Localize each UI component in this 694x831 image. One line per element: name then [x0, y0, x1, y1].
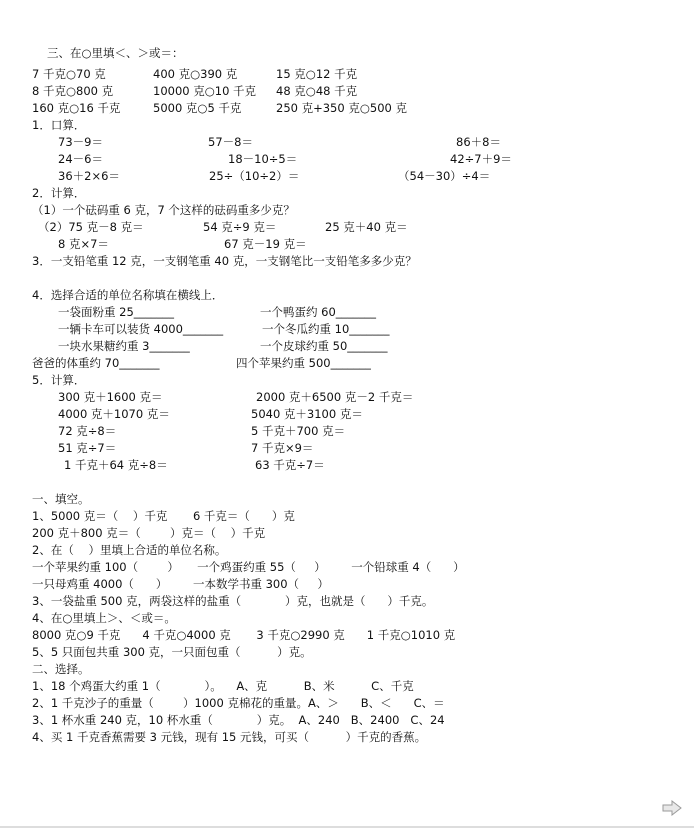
calc-item: 54 克÷9 克＝ — [203, 220, 277, 234]
calc-question: （1）一个砝码重 6 克，7 个这样的砝码重多少克？ — [32, 203, 295, 217]
oral-item: 18－10÷5＝ — [228, 152, 298, 166]
units-item: 四个苹果约重 500_______ — [236, 356, 371, 370]
units-title: 4．选择合适的单位名称填在横线上． — [32, 288, 224, 302]
units-item: 一袋面粉重 25_______ — [58, 305, 175, 319]
oral-item: 25÷（10÷2）＝ — [209, 169, 300, 183]
compute-title: 5．计算． — [32, 373, 86, 387]
oral-title: 1．口算． — [32, 118, 86, 132]
oral-item: 86＋8＝ — [456, 135, 501, 149]
compute-item: 7 千克×9＝ — [251, 441, 314, 455]
fill-line: 3、一袋盐重 500 克，两袋这样的盐重（ ）克，也就是（ ）千克。 — [32, 594, 434, 608]
fill-line: 5、5 只面包共重 300 克，一只面包重（ ）克。 — [32, 645, 312, 659]
oral-item: 42÷7＋9＝ — [450, 152, 512, 166]
choose-line: 2、1 千克沙子的重量（ ）1000 克棉花的重量。A、＞ B、＜ C、＝ — [32, 696, 445, 710]
next-page-arrow-icon[interactable] — [662, 800, 682, 816]
fill-line: 200 克＋800 克＝（ ）克＝（ ）千克 — [32, 526, 266, 540]
units-item: 一块水果糖约重 3_______ — [58, 339, 190, 353]
compare-item: 400 克○390 克 — [153, 67, 238, 81]
fill-line: 2、在（ ）里填上合适的单位名称。 — [32, 543, 227, 557]
units-item: 一个冬瓜约重 10_______ — [262, 322, 390, 336]
oral-item: 57－8＝ — [208, 135, 253, 149]
compute-item: 63 千克÷7＝ — [255, 458, 325, 472]
compare-item: 7 千克○70 克 — [32, 67, 106, 81]
page-bottom-divider — [0, 826, 694, 828]
compare-item: 10000 克○10 千克 — [153, 84, 257, 98]
units-item: 一个鸭蛋约 60_______ — [260, 305, 377, 319]
choose-line: 4、买 1 千克香蕉需要 3 元钱，现有 15 元钱，可买（ ）千克的香蕉。 — [32, 730, 427, 744]
word-problem: 3．一支铅笔重 12 克，一支钢笔重 40 克，一支钢笔比一支铅笔多多少克？ — [32, 254, 417, 268]
units-item: 爸爸的体重约 70_______ — [32, 356, 160, 370]
fill-title: 一、填空。 — [32, 492, 90, 506]
calc-title: 2．计算． — [32, 186, 86, 200]
calc-item: （2）75 克－8 克＝ — [38, 220, 144, 234]
fill-line: 1、5000 克＝（ ）千克 6 千克＝（ ）克 — [32, 509, 295, 523]
compute-item: 5040 克＋3100 克＝ — [251, 407, 363, 421]
fill-line: 8000 克○9 千克 4 千克○4000 克 3 千克○2990 克 1 千克○1010 克 — [32, 628, 456, 642]
compute-item: 4000 克＋1070 克＝ — [58, 407, 170, 421]
compare-item: 5000 克○5 千克 — [153, 101, 242, 115]
section-compare-title: 三、在○里填＜、＞或＝： — [47, 46, 184, 60]
calc-item: 67 克－19 克＝ — [224, 237, 307, 251]
fill-line: 4、在○里填上＞、＜或＝。 — [32, 611, 176, 625]
oral-item: 36＋2×6＝ — [58, 169, 120, 183]
compute-item: 2000 克＋6500 克－2 千克＝ — [256, 390, 414, 404]
fill-line: 一只母鸡重 4000（ ） 一本数学书重 300（ ） — [32, 577, 329, 591]
compare-item: 8 千克○800 克 — [32, 84, 114, 98]
choose-title: 二、选择。 — [32, 662, 90, 676]
compute-item: 51 克÷7＝ — [58, 441, 117, 455]
oral-item: 73－9＝ — [58, 135, 103, 149]
compare-item: 15 克○12 千克 — [276, 67, 358, 81]
compute-item: 300 克＋1600 克＝ — [58, 390, 163, 404]
choose-line: 1、18 个鸡蛋大约重 1（ ）。 A、克 B、米 C、千克 — [32, 679, 414, 693]
choose-line: 3、1 杯水重 240 克，10 杯水重（ ）克。 A、240 B、2400 C、24 — [32, 713, 445, 727]
compare-item: 250 克+350 克○500 克 — [276, 101, 407, 115]
compute-item: 72 克÷8＝ — [58, 424, 117, 438]
compute-item: 1 千克＋64 克÷8＝ — [64, 458, 168, 472]
calc-item: 8 克×7＝ — [58, 237, 109, 251]
oral-item: 24－6＝ — [58, 152, 103, 166]
units-item: 一辆卡车可以装货 4000_______ — [58, 322, 224, 336]
compare-item: 160 克○16 千克 — [32, 101, 121, 115]
compare-item: 48 克○48 千克 — [276, 84, 358, 98]
fill-line: 一个苹果约重 100（ ） 一个鸡蛋约重 55（ ） 一个铅球重 4（ ） — [32, 560, 465, 574]
calc-item: 25 克＋40 克＝ — [325, 220, 408, 234]
compute-item: 5 千克＋700 克＝ — [251, 424, 346, 438]
units-item: 一个皮球约重 50_______ — [260, 339, 388, 353]
oral-item: （54－30）÷4＝ — [398, 169, 491, 183]
